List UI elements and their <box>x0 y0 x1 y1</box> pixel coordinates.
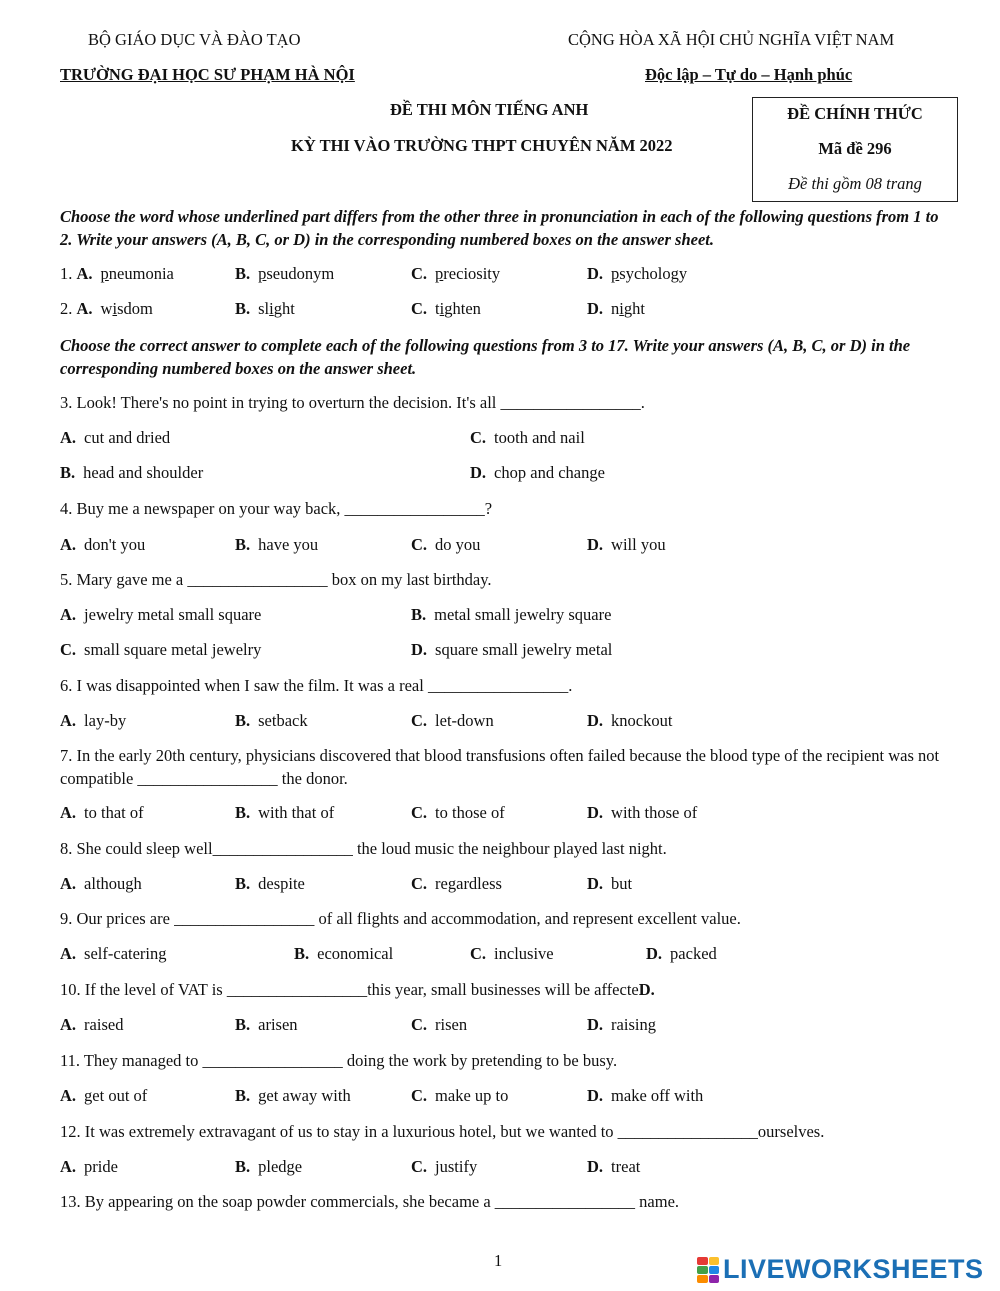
question-text: 10. If the level of VAT is _________________this year, small businesses will be affecte <box>60 980 639 999</box>
question-4-option-c[interactable] <box>411 535 480 555</box>
question-4-option-d[interactable] <box>587 535 666 555</box>
option-text: justify <box>435 1157 478 1176</box>
option-label: C. <box>411 1015 428 1034</box>
question-8-text: 8. She could sleep well_________________ the loud music the neighbour played last night. <box>60 839 667 858</box>
option-text: small square metal jewelry <box>84 640 262 659</box>
option-text: pride <box>84 1157 118 1176</box>
option-text: t <box>435 299 440 318</box>
option-text: will you <box>611 535 666 554</box>
question-6-text: 6. I was disappointed when I saw the film. It was a real _________________. <box>60 676 573 695</box>
question-5-option-d[interactable] <box>411 640 612 660</box>
option-label: C. <box>411 299 428 318</box>
question-11-option-c[interactable] <box>411 1086 508 1106</box>
option-text: raising <box>611 1015 656 1034</box>
option-text: metal small jewelry square <box>434 605 612 624</box>
question-6-option-d[interactable] <box>587 711 672 731</box>
option-label: C. <box>470 428 487 447</box>
underlined-part: p <box>435 264 444 283</box>
underlined-part: i <box>112 299 118 318</box>
exam-subtitle: KỲ THI VÀO TRƯỜNG THPT CHUYÊN NĂM 2022 <box>291 136 673 155</box>
option-label: D. <box>587 803 604 822</box>
exam-code: Mã đề 296 <box>818 139 892 158</box>
question-11-option-d[interactable] <box>587 1086 703 1106</box>
question-10-option-a[interactable] <box>60 1015 123 1035</box>
option-label: A. <box>60 1086 77 1105</box>
question-7-option-d[interactable] <box>587 803 697 823</box>
option-label: A. <box>60 1157 77 1176</box>
official-label: ĐỀ CHÍNH THỨC <box>787 104 923 123</box>
question-2-number: 2. <box>60 299 73 318</box>
option-label: D. <box>646 944 663 963</box>
instructions-part2: Choose the correct answer to complete each of the following questions from 3 to 17. Write your answers (A, B, C, or D) in the corresponding numbered boxes on the answer sheet. <box>60 336 911 378</box>
option-text: get away with <box>258 1086 351 1105</box>
option-label: A. <box>60 1015 77 1034</box>
option-text: to those of <box>435 803 505 822</box>
option-text: don't you <box>84 535 146 554</box>
liveworksheets-logo[interactable] <box>697 1254 984 1285</box>
option-label: D. <box>587 711 604 730</box>
option-text: self-catering <box>84 944 167 963</box>
option-label: D. <box>587 1086 604 1105</box>
national-motto: Độc lập – Tự do – Hạnh phúc <box>645 65 853 84</box>
question-13-text: 13. By appearing on the soap powder commercials, she became a _________________ name. <box>60 1192 680 1211</box>
question-1-number: 1. <box>60 264 73 283</box>
question-10-option-c[interactable] <box>411 1015 467 1035</box>
option-label: A. <box>76 264 93 283</box>
question-9-text: 9. Our prices are _________________ of all flights and accommodation, and represent excellent value. <box>60 909 741 928</box>
question-1-option-d[interactable] <box>587 264 687 284</box>
option-text: economical <box>317 944 394 963</box>
underlined-part: i <box>619 299 624 318</box>
option-text: sdom <box>117 299 153 318</box>
liveworksheets-mark-icon <box>697 1257 719 1283</box>
option-label: B. <box>235 299 251 318</box>
exam-title: ĐỀ THI MÔN TIẾNG ANH <box>390 100 589 119</box>
option-text: lay-by <box>84 711 127 730</box>
option-text: get out of <box>84 1086 148 1105</box>
option-label: B. <box>294 944 310 963</box>
question-3-option-c[interactable] <box>470 428 585 448</box>
question-2-option-a[interactable] <box>60 299 153 319</box>
option-label: C. <box>411 711 428 730</box>
instructions-part1: Choose the word whose underlined part differs from the other three in pronunciation in each of the following questions from 1 to 2. Write your answers (A, B, C, or D) in the corresponding numbered boxes on the answer sheet. <box>60 207 939 249</box>
option-label: D. <box>470 463 487 482</box>
option-text: square small jewelry metal <box>435 640 613 659</box>
question-3-text: 3. Look! There's no point in trying to overturn the decision. It's all _________________. <box>60 393 645 412</box>
option-label: D. <box>587 1015 604 1034</box>
option-text: neumonia <box>108 264 174 283</box>
question-3-option-b[interactable] <box>60 463 203 483</box>
underlined-part: i <box>439 299 445 318</box>
option-text: chop and change <box>494 463 605 482</box>
question-4-text: 4. Buy me a newspaper on your way back, _________________? <box>60 499 493 518</box>
underlined-part: p <box>258 264 267 283</box>
question-5-option-c[interactable] <box>60 640 261 660</box>
option-text: despite <box>258 874 305 893</box>
option-label: B. <box>411 605 427 624</box>
option-text: seudonym <box>266 264 335 283</box>
question-6-option-c[interactable] <box>411 711 494 731</box>
question-3-option-a[interactable] <box>60 428 170 448</box>
option-text: but <box>611 874 633 893</box>
question-9-option-a[interactable] <box>60 944 167 964</box>
option-label: C. <box>60 640 77 659</box>
option-text: risen <box>435 1015 468 1034</box>
option-label: B. <box>235 535 251 554</box>
question-8-option-c[interactable] <box>411 874 502 894</box>
option-label: B. <box>235 803 251 822</box>
option-label: C. <box>411 1086 428 1105</box>
option-text: cut and dried <box>84 428 171 447</box>
page-number: 1 <box>494 1251 503 1270</box>
option-label: B. <box>235 264 251 283</box>
page-count: Đề thi gồm 08 trang <box>788 174 922 193</box>
option-label: C. <box>411 874 428 893</box>
question-9-option-c[interactable] <box>470 944 554 964</box>
option-text: arisen <box>258 1015 298 1034</box>
question-text-end: D. <box>638 980 655 999</box>
question-12-option-b[interactable] <box>235 1157 302 1177</box>
option-label: D. <box>587 1157 604 1176</box>
option-text: although <box>84 874 142 893</box>
option-text: sl <box>258 299 270 318</box>
option-text: head and shoulder <box>83 463 204 482</box>
option-label: B. <box>235 1157 251 1176</box>
option-label: D. <box>587 535 604 554</box>
option-text: w <box>100 299 113 318</box>
option-text: pledge <box>258 1157 303 1176</box>
question-11-text: 11. They managed to _________________ doing the work by pretending to be busy. <box>60 1051 618 1070</box>
option-text: inclusive <box>494 944 554 963</box>
underlined-part: p <box>100 264 109 283</box>
question-9-option-d[interactable] <box>646 944 717 964</box>
option-label: B. <box>235 874 251 893</box>
option-text: treat <box>611 1157 641 1176</box>
option-label: B. <box>60 463 76 482</box>
option-text: let-down <box>435 711 494 730</box>
question-10-text <box>60 980 655 1000</box>
option-label: C. <box>411 535 428 554</box>
question-3-option-d[interactable] <box>470 463 605 483</box>
option-text: jewelry metal small square <box>84 605 262 624</box>
university-name: TRƯỜNG ĐẠI HỌC SƯ PHẠM HÀ NỘI <box>60 65 355 84</box>
option-label: A. <box>60 874 77 893</box>
question-12-option-c[interactable] <box>411 1157 477 1177</box>
option-label: D. <box>587 264 604 283</box>
question-7-option-b[interactable] <box>235 803 334 823</box>
option-label: A. <box>60 944 77 963</box>
brand-name: LIVEWORKSHEETS <box>723 1254 984 1284</box>
republic-name: CỘNG HÒA XÃ HỘI CHỦ NGHĨA VIỆT NAM <box>568 30 895 49</box>
question-12-text: 12. It was extremely extravagant of us to stay in a luxurious hotel, but we wanted to _________________ourselves. <box>60 1122 825 1141</box>
option-label: A. <box>60 535 77 554</box>
question-10-option-b[interactable] <box>235 1015 298 1035</box>
question-10-option-d[interactable] <box>587 1015 656 1035</box>
option-label: D. <box>587 299 604 318</box>
option-label: A. <box>76 299 93 318</box>
question-12-option-d[interactable] <box>587 1157 640 1177</box>
option-text: make up to <box>435 1086 509 1105</box>
question-1-option-c[interactable] <box>411 264 500 284</box>
option-text: setback <box>258 711 308 730</box>
option-label: C. <box>411 1157 428 1176</box>
question-1-option-a[interactable] <box>60 264 174 284</box>
option-label: C. <box>470 944 487 963</box>
option-text: have you <box>258 535 319 554</box>
option-text: n <box>611 299 620 318</box>
option-text: ghten <box>444 299 481 318</box>
question-11-option-b[interactable] <box>235 1086 351 1106</box>
question-8-option-a[interactable] <box>60 874 142 894</box>
option-text: ght <box>623 299 645 318</box>
option-label: A. <box>60 803 77 822</box>
option-text: knockout <box>611 711 673 730</box>
question-6-option-a[interactable] <box>60 711 126 731</box>
option-label: B. <box>235 1086 251 1105</box>
option-label: B. <box>235 1015 251 1034</box>
question-5-text: 5. Mary gave me a _________________ box on my last birthday. <box>60 570 492 589</box>
option-text: with those of <box>611 803 698 822</box>
option-text: sychology <box>619 264 688 283</box>
option-label: C. <box>411 803 428 822</box>
option-text: packed <box>670 944 717 963</box>
question-7-text: 7. In the early 20th century, physicians discovered that blood transfusions often failed because the blood type of the recipient was not compatible _________________ the donor. <box>60 746 940 788</box>
option-text: to that of <box>84 803 144 822</box>
option-text: do you <box>435 535 481 554</box>
option-text: make off with <box>611 1086 704 1105</box>
option-text: ght <box>273 299 295 318</box>
question-11-option-a[interactable] <box>60 1086 147 1106</box>
question-1-option-b[interactable] <box>235 264 334 284</box>
question-5-option-b[interactable] <box>411 605 611 625</box>
option-label: A. <box>60 428 77 447</box>
question-12-option-a[interactable] <box>60 1157 118 1177</box>
question-9-option-b[interactable] <box>294 944 393 964</box>
option-label: D. <box>411 640 428 659</box>
question-2-option-d[interactable] <box>587 299 645 319</box>
question-7-option-c[interactable] <box>411 803 505 823</box>
option-label: A. <box>60 711 77 730</box>
question-4-option-b[interactable] <box>235 535 318 555</box>
option-label: B. <box>235 711 251 730</box>
ministry-name: BỘ GIÁO DỤC VÀ ĐÀO TẠO <box>88 30 301 49</box>
option-label: D. <box>587 874 604 893</box>
option-text: with that of <box>258 803 335 822</box>
question-7-option-a[interactable] <box>60 803 144 823</box>
underlined-part: i <box>269 299 274 318</box>
official-exam-box <box>752 97 958 202</box>
option-text: regardless <box>435 874 502 893</box>
question-8-option-d[interactable] <box>587 874 632 894</box>
question-8-option-b[interactable] <box>235 874 305 894</box>
option-label: C. <box>411 264 428 283</box>
question-6-option-b[interactable] <box>235 711 308 731</box>
option-text: reciosity <box>443 264 501 283</box>
question-4-option-a[interactable] <box>60 535 145 555</box>
option-label: A. <box>60 605 77 624</box>
option-text: tooth and nail <box>494 428 585 447</box>
underlined-part: p <box>611 264 620 283</box>
question-5-option-a[interactable] <box>60 605 261 625</box>
question-2-option-c[interactable] <box>411 299 481 319</box>
option-text: raised <box>84 1015 124 1034</box>
question-2-option-b[interactable] <box>235 299 295 319</box>
